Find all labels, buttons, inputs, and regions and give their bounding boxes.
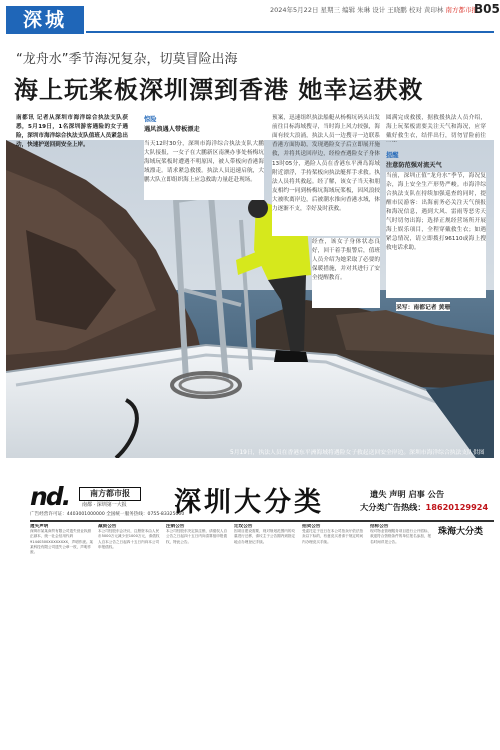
classified-text: 现对物业管理服务项目进行公开招标，欢迎符合资格条件的单位报名参加，报名时间详见公告。 bbox=[370, 529, 432, 544]
newspaper-logo-mark: nd. bbox=[30, 482, 70, 511]
classified-column-6 bbox=[370, 524, 434, 738]
column3-subheading: 注意防范强对流天气 bbox=[386, 162, 442, 169]
header-meta bbox=[270, 5, 479, 14]
classified-heading: 注销公告 bbox=[166, 524, 185, 529]
column2-text-b: 13时05分，遇险人员在香港东平洲岛海域附近漂浮，手持桨板向执法艇挥手求救。执法人员将其救起。经了解，该女子当天和朋友相约一同到杨梅坑海域玩桨板，因风浪较大被吹离岸边，后被潮水推向香港水域，体力逐渐不支，幸好及时获救。 bbox=[272, 160, 380, 236]
section-tab: 深城 bbox=[6, 6, 84, 34]
newspaper-contact: 广告经营许可证：4403001000000 全国统一服务热线：0755-83325000 bbox=[30, 512, 185, 517]
hotline-label: 大分类广告热线： bbox=[360, 502, 426, 512]
article-lead: 南都讯 记者从深圳市海洋综合执法支队获悉，5月19日，1名深圳游客遇险的女子遇险，深圳市海洋综合执法支队值班人员紧急出动，快速护送回到安全上岸。 bbox=[16, 115, 128, 148]
classified-notice-types: 遗失 声明 启事 公告 bbox=[370, 489, 445, 499]
classified-title: 深圳大分类 bbox=[174, 487, 324, 518]
photo-caption: 5月19日，执法人员在香港东平洲海域将遇险女子救起送回安全岸边。深圳市海洋综合执法支队供图 bbox=[230, 450, 485, 456]
classified-text: 因项目建设需要，现对规划范围内的坟墓进行迁移，请坟主于公告期内到指定地点办理登记手续。 bbox=[234, 529, 296, 544]
classified-heading: 拍卖公告 bbox=[302, 524, 321, 529]
classified-heading: 招标公告 bbox=[370, 524, 389, 529]
classified-heading: 减资公告 bbox=[98, 524, 117, 529]
column3-text: 圆满完成救援，据救援执法人员介绍，海上玩桨板需要关注天气和海况，应穿戴好救生衣，结伴出行，切勿冒险前往 bbox=[386, 115, 486, 139]
classified-heading: 遗失声明 bbox=[30, 524, 49, 529]
column1-subheading: 遇风浪遇人带板漂走 bbox=[144, 126, 200, 133]
article-headline: 海上玩桨板深圳漂到香港 她幸运获救 bbox=[14, 76, 424, 104]
classified-text: 受委托定于近日在本公司拍卖厅依法拍卖以下标的，有意竞买者请于规定时间内办理竞买手续。 bbox=[302, 529, 364, 544]
column1-text: 当天12时30分，深圳市海洋综合执法支队大鹏大队接报，一女子在大鹏新区南澳办事处杨梅坑海域玩桨板时遭遇不明原因，被人带板向香港海域漂走。请求紧急救援。执法人员迅速启航，大鹏大队立即组织海上应急救助力量赶赴现场。 bbox=[144, 140, 264, 200]
header-badge: 南方都市报 bbox=[445, 6, 479, 14]
article-subtitle: “龙舟水”季节海况复杂，切莫冒险出海 bbox=[16, 52, 238, 67]
header-staff: 编辑 朱琳 设计 王晓鹏 校对 黄印林 bbox=[342, 6, 444, 14]
column1-title: 惊险 bbox=[144, 116, 157, 123]
reporter-byline: 采写：南都记者 黄珊 bbox=[396, 302, 450, 311]
column3-tip: 当前，深圳正值“龙舟水”季节，海况复杂，海上安全生产形势严峻。市海洋综合执法支队在持续加强巡查的同时，提醒市民游客：出海前务必关注天气预报和海况信息，遇到大风、雷雨等恶劣天气时切勿出海；选择正规经营场所开展海上娱乐项目，全程穿戴救生衣；如遇紧急情况，请立即拨打96110或海上搜救电话求助。 bbox=[386, 172, 486, 298]
classified-hotline bbox=[360, 502, 488, 513]
classified-rule bbox=[30, 520, 494, 522]
column3-title: 提醒 bbox=[386, 152, 399, 159]
classified-text: 本公司经股东会决议，注册资本由人民币5000万元减少至1000万元，请债权人自本公告之日起四十五日内向本公司申报债权。 bbox=[98, 529, 160, 549]
classified-column-1 bbox=[30, 524, 94, 738]
classified-column-5 bbox=[302, 524, 366, 738]
newspaper-slogan: 南都 · 深圳第一大报 bbox=[82, 502, 127, 508]
classified-column-2 bbox=[98, 524, 162, 738]
classified-text: 本公司经股东决定拟注销，请债权人自公告之日起四十五日内向清算组申报债权，特此公告。 bbox=[166, 529, 228, 544]
hotline-number: 18620129924 bbox=[425, 502, 489, 512]
newspaper-logo-name: 南方都市报 bbox=[79, 487, 141, 501]
zhuhai-classified-title: 珠海大分类 bbox=[438, 527, 484, 537]
classified-column-3 bbox=[166, 524, 230, 738]
classified-column-4 bbox=[234, 524, 298, 738]
classified-text: 深圳市某某商贸有限公司遗失营业执照正副本，统一社会信用代码91440300XXXXXXXX，声明作废。某某科技有限公司遗失公章一枚，声明作废。 bbox=[30, 529, 94, 555]
header-date: 2024年5月22日 星期三 bbox=[270, 6, 341, 14]
column2-text: 预案，迅速组织执法船艇从杨梅坑码头出发前往目标海域搜寻，当时海上风力较强，海面有较大浪涌，执法人员一边搜寻一边联系香港方面协助，发现遇险女子后立即展开施救，并将其送回岸边，经检查遇险女子身体 bbox=[272, 115, 380, 157]
classified-heading: 迁坟公告 bbox=[234, 524, 253, 529]
column2-text-c: 经查，该女子身体状态良好，回干着手报警后，值班人员介绍为她采取了必要的保暖措施，并对其进行了安全提醒教育。 bbox=[312, 238, 380, 308]
header-rule bbox=[86, 31, 494, 33]
page-number: B05 bbox=[474, 2, 500, 16]
